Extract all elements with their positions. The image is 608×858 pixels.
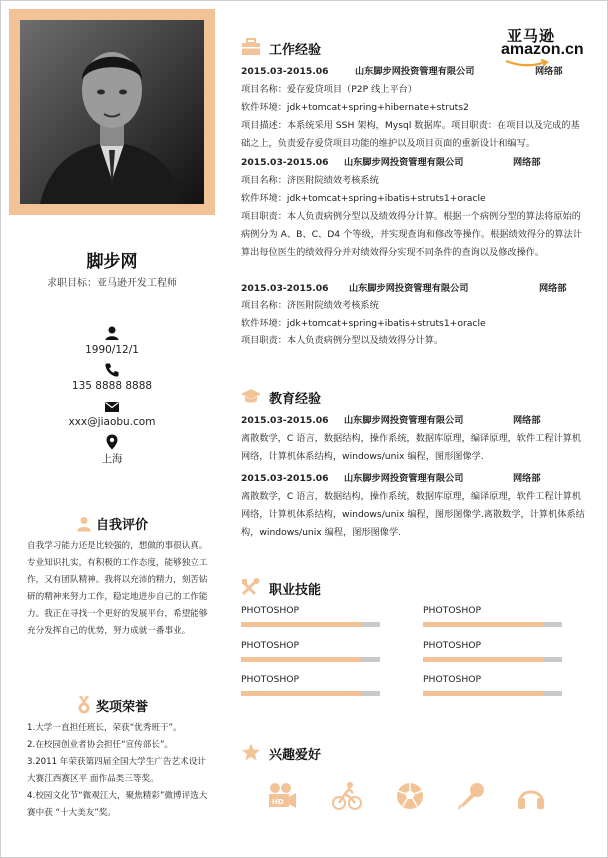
soccer-ball-icon — [395, 781, 425, 811]
award-item: 1.大学一直担任班长，荣获“优秀班干”。 — [27, 723, 182, 733]
edu-entry-header — [241, 470, 586, 488]
self-eval-heading — [9, 514, 215, 533]
user-icon — [104, 325, 120, 341]
skills-title: 职业技能 — [269, 583, 322, 598]
edu-school: 山东脚步网投资管理有限公司 — [344, 415, 464, 426]
edu-period: 2015.03-2015.06 — [241, 415, 329, 426]
medal-icon — [76, 696, 92, 714]
phone-number: 135 8888 8888 — [71, 380, 153, 392]
skill-name: PHOTOSHOP — [423, 674, 482, 685]
work-company: 山东脚步网投资管理有限公司 — [344, 157, 464, 168]
birthday: 1990/12/1 — [85, 344, 139, 356]
edu-dept: 网络部 — [513, 415, 541, 426]
job-objective: 求职目标：亚马逊开发工程师 — [47, 278, 177, 289]
award-item: 3.2011 年荣获第四届全国大学生广告艺术设计大赛江西赛区平 面作品类三等奖。 — [27, 757, 206, 784]
person-icon — [76, 516, 92, 532]
skill-bar-fill — [423, 691, 543, 696]
awards-heading — [9, 696, 215, 715]
phone-icon — [104, 362, 120, 378]
awards-title: 奖项荣誉 — [95, 700, 148, 715]
star-icon — [241, 743, 261, 761]
self-eval-title: 自我评价 — [95, 518, 148, 533]
self-eval-text: 自我学习能力还是比较强的，想做的事很认真。专业知识扎实，有积极的工作态度，能够独立工作，又有团队精神。我将以充沛的精力，刻苦钻研的精神来努力工作，稳定地进步自己的工作能力。我正在寻找一个更好的发展平台，希望能够充分发挥自己的优势，努力成就一番事业。 — [27, 541, 208, 636]
tools-icon — [241, 578, 261, 596]
work-entry-header — [241, 63, 586, 81]
location-pin-icon — [104, 434, 120, 450]
skill-name: PHOTOSHOP — [241, 605, 300, 616]
video-camera-icon — [267, 781, 297, 811]
skill-bar — [423, 657, 562, 662]
logo-cn: 亚马逊 — [507, 27, 556, 45]
work-title: 工作经验 — [269, 43, 322, 58]
photo-frame — [9, 9, 215, 215]
profile-photo — [20, 20, 204, 204]
skill-bar — [423, 691, 562, 696]
logo-en: amazon.cn — [501, 41, 584, 58]
work-dept: 网络部 — [535, 66, 563, 77]
edu-courses: 离散数学，C 语言，数据结构，操作系统，数据库原理，编译原理，软件工程计算机网络，计算机体系结构，windows/unix 编程，图形图像学. — [241, 433, 582, 462]
skill-bar — [241, 691, 380, 696]
awards-list — [27, 720, 209, 822]
education-title: 教育经验 — [269, 392, 322, 407]
edu-period: 2015.03-2015.06 — [241, 473, 329, 484]
work-dept: 网络部 — [513, 157, 541, 168]
skill-bar-fill — [241, 622, 361, 627]
hobbies-title: 兴趣爱好 — [269, 748, 322, 763]
work-company: 山东脚步网投资管理有限公司 — [349, 283, 469, 294]
award-item: 4.校园文化节“微观江大，聚焦精彩”微博评选大赛中获 “十大美友”奖。 — [27, 791, 208, 818]
edu-entry-header — [241, 412, 586, 430]
work-env: 软件环境：jdk+tomcat+spring+hibernate+struts2 — [241, 102, 469, 113]
work-period: 2015.03-2015.06 — [241, 283, 329, 294]
briefcase-icon — [241, 38, 261, 56]
work-dept: 网络部 — [539, 283, 567, 294]
skill-bar — [241, 657, 380, 662]
edu-dept: 网络部 — [513, 473, 541, 484]
svg-text:HD: HD — [272, 798, 284, 806]
skill-name: PHOTOSHOP — [241, 640, 300, 651]
work-env: 软件环境：jdk+tomcat+spring+ibatis+struts1+oracle — [241, 193, 486, 204]
work-env: 软件环境：jdk+tomcat+spring+ibatis+struts1+oracle — [241, 318, 486, 329]
skill-bar-fill — [423, 657, 543, 662]
person-name: 脚步网 — [86, 252, 138, 272]
work-project: 项目名称：济医附院绩效考核系统 — [241, 300, 379, 311]
skill-bar-fill — [423, 622, 543, 627]
work-period: 2015.03-2015.06 — [241, 157, 329, 168]
edu-school: 山东脚步网投资管理有限公司 — [344, 473, 464, 484]
microphone-icon — [457, 781, 487, 811]
work-project: 项目名称：济医附院绩效考核系统 — [241, 175, 379, 186]
skill-bar — [241, 622, 380, 627]
edu-courses: 离散数学，C 语言，数据结构，操作系统，数据库原理，编译原理，软件工程计算机网络，计算机体系结构，windows/unix 编程，图形图像学.离散数学，计算机体系结构，windows/unix 编程，图形图像学. — [241, 491, 585, 538]
graduation-cap-icon — [241, 387, 261, 405]
skill-name: PHOTOSHOP — [423, 640, 482, 651]
work-desc: 项目职责：本人负责病例分型以及绩效得分计算。根据一个病例分型的算法将原始的病例分为 A、B、C、D4 个等级，并实现查询和修改等操作。根据绩效得分的算法计算出每位医生的绩效得分并对绩效得分实现不同条件的查询以及修改操作。 — [241, 211, 582, 258]
work-desc: 项目职责：本人负责病例分型以及绩效得分计算。 — [241, 335, 444, 346]
mail-icon — [104, 399, 120, 415]
work-entry-header — [241, 280, 586, 298]
location: 上海 — [101, 453, 123, 465]
skill-name: PHOTOSHOP — [423, 605, 482, 616]
email: xxx@jiaobu.com — [68, 416, 156, 428]
left-column — [9, 9, 215, 851]
work-entry-header — [241, 154, 586, 172]
work-desc: 项目描述：本系统采用 SSH 架构，Mysql 数据库。项目职责：在项目以及完成的基础之上，负责爱存爱贷项目功能的维护以及项目页面的重新设计和编写。 — [241, 120, 580, 149]
skill-bar-fill — [241, 691, 361, 696]
cycling-icon — [332, 781, 362, 811]
work-project: 项目名称：爱存爱贷项目（P2P 线上平台） — [241, 84, 418, 95]
award-item: 2.在校园创业者协会担任“宣传部长”。 — [27, 740, 174, 750]
work-company: 山东脚步网投资管理有限公司 — [355, 66, 475, 77]
skill-bar — [423, 622, 562, 627]
headphones-icon — [516, 781, 546, 811]
skill-name: PHOTOSHOP — [241, 674, 300, 685]
skill-bar-fill — [241, 657, 361, 662]
work-period: 2015.03-2015.06 — [241, 66, 329, 77]
